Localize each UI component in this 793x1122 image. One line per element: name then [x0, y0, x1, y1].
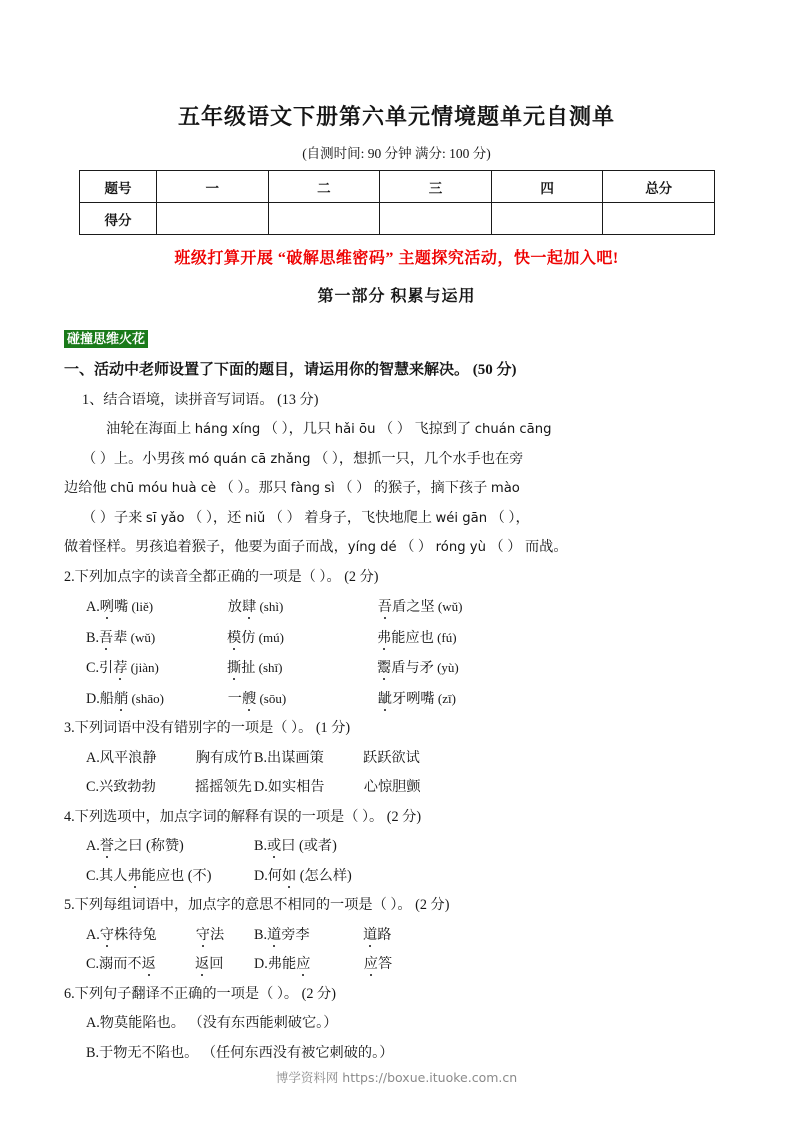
dotted-word: 吾盾之坚 [377, 599, 435, 615]
question-5-stem: 5.下列每组词语中，加点字的意思不相同的一项是（ ）。 (2 分) [64, 897, 450, 913]
score-table [79, 170, 715, 235]
question-1-stem: 1、结合语境，读拼音写词语。 (13 分) [82, 391, 319, 408]
section-tag [64, 330, 148, 348]
section-tag-label: 碰撞思维火花 [64, 330, 148, 348]
score-cell[interactable] [603, 203, 715, 235]
score-table-row-label: 得分 [80, 203, 157, 235]
option-word: 心惊胆颤 [363, 779, 421, 795]
score-table-col-header: 四 [491, 171, 603, 203]
option-item [100, 592, 228, 623]
dotted-word: 鬻盾与矛 [377, 660, 434, 676]
option-item [377, 630, 457, 646]
option-row[interactable] [64, 832, 732, 862]
option-item [86, 832, 254, 862]
score-cell[interactable] [157, 203, 269, 235]
score-table-col-header: 一 [157, 171, 269, 203]
question-1-passage [64, 415, 732, 563]
option-row[interactable] [64, 684, 732, 715]
option-row[interactable] [64, 623, 732, 654]
option-label: A. [86, 838, 100, 854]
dotted-word: 返回 [195, 956, 224, 972]
score-table-col-header: 三 [380, 171, 492, 203]
option-item [378, 691, 456, 707]
pinyin-gloss: (zī) [434, 690, 456, 706]
dotted-word: 放肆 [227, 599, 257, 615]
option-word: 跃跃欲试 [363, 749, 420, 766]
passage-line [64, 504, 732, 534]
page-title: 五年级语文下册第六单元情境题单元自测单 [177, 104, 615, 129]
option-item [377, 660, 459, 676]
option-item [86, 950, 254, 980]
dotted-word: 龇牙咧嘴 [377, 690, 435, 707]
passage-text: （ ）。那只 [216, 480, 291, 496]
option-row[interactable] [64, 773, 732, 803]
passage-text: 边给他 [64, 480, 111, 496]
option-word: 风平浪静 [99, 749, 157, 766]
option-label: B. [254, 749, 268, 766]
score-cell[interactable] [268, 203, 380, 235]
pinyin-gloss: (shì) [256, 599, 284, 614]
table-row [80, 171, 715, 203]
passage-text: （ ） 而战。 [485, 539, 568, 555]
option-label: B. [254, 926, 268, 943]
option-gloss: (不) [184, 867, 212, 884]
passage-line [64, 415, 732, 445]
option-label: B. [254, 838, 268, 854]
option-item [254, 750, 420, 766]
dotted-word: 溺而不返 [99, 956, 156, 972]
score-cell[interactable] [491, 203, 603, 235]
option-label: D. [254, 779, 268, 795]
dotted-word: 何如 [267, 867, 297, 884]
pinyin-gloss: (wǔ) [434, 599, 463, 614]
pinyin-run: yíng dé [347, 540, 397, 555]
pinyin-gloss: (shāo) [128, 690, 164, 706]
dotted-word: 撕扯 [227, 660, 256, 676]
pinyin-run: chuán cāng [474, 422, 552, 437]
option-word: 摇摇领先 [195, 779, 252, 795]
dotted-word: 道路 [363, 926, 392, 943]
option-label: A. [86, 599, 100, 615]
exam-body [64, 356, 732, 1068]
option-item [86, 921, 254, 951]
pinyin-gloss: (yù) [433, 660, 459, 675]
dotted-word: 应答 [363, 956, 393, 972]
option-row[interactable] [64, 653, 732, 684]
pinyin-run: niǔ [244, 510, 266, 526]
option-word: 如实相告 [267, 779, 325, 795]
question-6-options [64, 1009, 732, 1068]
option-item [254, 779, 421, 795]
dotted-word: 咧嘴 [99, 599, 129, 615]
option-item [227, 623, 377, 654]
option-row[interactable] [64, 1009, 732, 1039]
option-label: D. [254, 867, 268, 884]
dotted-word: 守株待兔 [99, 926, 157, 943]
passage-line [64, 445, 732, 475]
question-2-stem: 2.下列加点字的读音全都正确的一项是（ ）。 (2 分) [64, 568, 379, 585]
dotted-word: 一艘 [227, 690, 257, 707]
pinyin-gloss: (wǔ) [127, 629, 156, 645]
pinyin-gloss: (sōu) [256, 690, 287, 706]
dotted-word: 吾辈 [99, 629, 128, 646]
pinyin-run: mó quán cā zhǎng [188, 451, 311, 467]
pinyin-run: hǎi ōu [334, 422, 376, 437]
pinyin-gloss: (liě) [128, 599, 154, 614]
option-label: C. [86, 956, 100, 972]
question-4-options [64, 832, 732, 891]
dotted-word: 守法 [195, 926, 225, 943]
passage-text: （ ） 飞掠到了 [375, 421, 475, 437]
passage-text: （ ）上。小男孩 [82, 450, 189, 467]
option-item [254, 838, 337, 854]
passage-text: （ ） 着身子，飞快地爬上 [265, 509, 436, 526]
option-row[interactable] [64, 862, 732, 892]
option-item [254, 927, 391, 943]
option-word: 胸有成竹 [195, 749, 253, 766]
pinyin-run: wéi gān [435, 510, 488, 526]
score-table-col-header: 二 [268, 171, 380, 203]
option-item [86, 773, 254, 803]
passage-text: （ ） 的猴子，摘下孩子 [334, 480, 491, 496]
table-row [80, 203, 715, 235]
passage-line [64, 474, 732, 504]
option-item [86, 744, 254, 774]
option-item [99, 623, 227, 654]
pinyin-gloss: (jiàn) [127, 660, 159, 675]
question-3-options [64, 744, 732, 803]
passage-text: （ ） [396, 539, 436, 555]
footer-watermark: 博学资料网 https://boxue.ituoke.com.cn [275, 1070, 518, 1085]
score-table-row-label: 题号 [80, 171, 157, 203]
option-word: 兴致勃勃 [99, 779, 156, 795]
passage-text: 油轮在海面上 [106, 421, 195, 437]
dotted-word: 船艄 [99, 690, 129, 707]
pinyin-run: fàng sì [290, 481, 335, 496]
dotted-word: 引荐 [99, 660, 128, 676]
dotted-word: 其人弗能应也 [99, 867, 185, 884]
dotted-word: 模仿 [227, 629, 256, 646]
score-table-col-header: 总分 [603, 171, 715, 203]
option-row[interactable] [64, 950, 732, 980]
pinyin-gloss: (shī) [255, 660, 283, 675]
option-gloss: (称赞) [142, 838, 184, 854]
option-word: 出谋画策 [267, 749, 324, 766]
passage-text: （ ），想抓一只，几个水手也在旁 [310, 450, 524, 467]
option-label: C. [86, 660, 100, 676]
option-item [227, 653, 377, 684]
option-label: D. [254, 956, 268, 972]
question-3-stem: 3.下列词语中没有错别字的一项是（ ）。 (1 分) [64, 720, 351, 736]
dotted-word: 或曰 [267, 838, 296, 854]
option-item [86, 862, 254, 892]
question-2-options [64, 592, 732, 714]
option-row[interactable] [64, 1039, 732, 1069]
pinyin-run: háng xíng [194, 422, 261, 437]
question-6-stem: 6.下列句子翻译不正确的一项是（ ）。 (2 分) [64, 985, 336, 1002]
exam-subtitle: (自测时间: 90 分钟 满分: 100 分) [302, 146, 491, 161]
dotted-word: 弗能应也 [377, 629, 434, 646]
pinyin-run: sī yǎo [145, 510, 185, 526]
option-label: C. [86, 779, 100, 795]
score-cell[interactable] [380, 203, 492, 235]
option-label: D. [86, 690, 100, 707]
passage-text: （ ），还 [184, 509, 245, 526]
option-item [99, 653, 227, 684]
passage-text: 做着怪样。男孩追着猴子，他要为面子而战， [64, 539, 348, 555]
option-item [254, 956, 392, 972]
pinyin-run: chū móu huà cè [110, 481, 217, 496]
pinyin-gloss: (mú) [255, 629, 284, 645]
option-gloss: (怎么样) [296, 867, 352, 884]
passage-text: （ ）， [487, 509, 530, 526]
pinyin-run: mào [490, 481, 520, 496]
option-item [228, 592, 378, 623]
option-text: B.于物无不陷也。 （任何东西没有被它刺破的。） [86, 1044, 394, 1061]
option-row[interactable] [64, 592, 732, 623]
passage-text: （ ），几只 [260, 421, 335, 437]
option-item [254, 868, 352, 884]
option-item [378, 599, 463, 615]
dotted-word: 弗能应 [267, 956, 311, 972]
option-row[interactable] [64, 744, 732, 774]
option-label: B. [86, 629, 100, 646]
passage-line [64, 533, 732, 563]
activity-banner: 班级打算开展 “破解思维密码” 主题探究活动，快一起加入吧! [174, 250, 619, 267]
option-text: A.物莫能陷也。 （没有东西能刺破它。） [86, 1015, 338, 1031]
option-item [228, 684, 378, 715]
dotted-word: 道旁李 [267, 926, 310, 943]
option-label: A. [86, 749, 100, 766]
dotted-word: 誉之曰 [99, 838, 143, 854]
section-one-heading: 一、活动中老师设置了下面的题目，请运用你的智慧来解决。 (50 分) [64, 362, 517, 378]
option-item [100, 684, 228, 715]
option-label: C. [86, 867, 100, 884]
question-5-options [64, 921, 732, 980]
passage-text: （ ）子来 [82, 509, 146, 526]
pinyin-run: róng yù [435, 540, 486, 555]
pinyin-gloss: (fú) [433, 629, 457, 645]
option-gloss: (或者) [295, 838, 337, 854]
question-4-stem: 4.下列选项中，加点字词的解释有误的一项是（ ）。 (2 分) [64, 808, 422, 825]
option-label: A. [86, 926, 100, 943]
part-one-heading: 第一部分 积累与运用 [317, 288, 476, 305]
option-row[interactable] [64, 921, 732, 951]
